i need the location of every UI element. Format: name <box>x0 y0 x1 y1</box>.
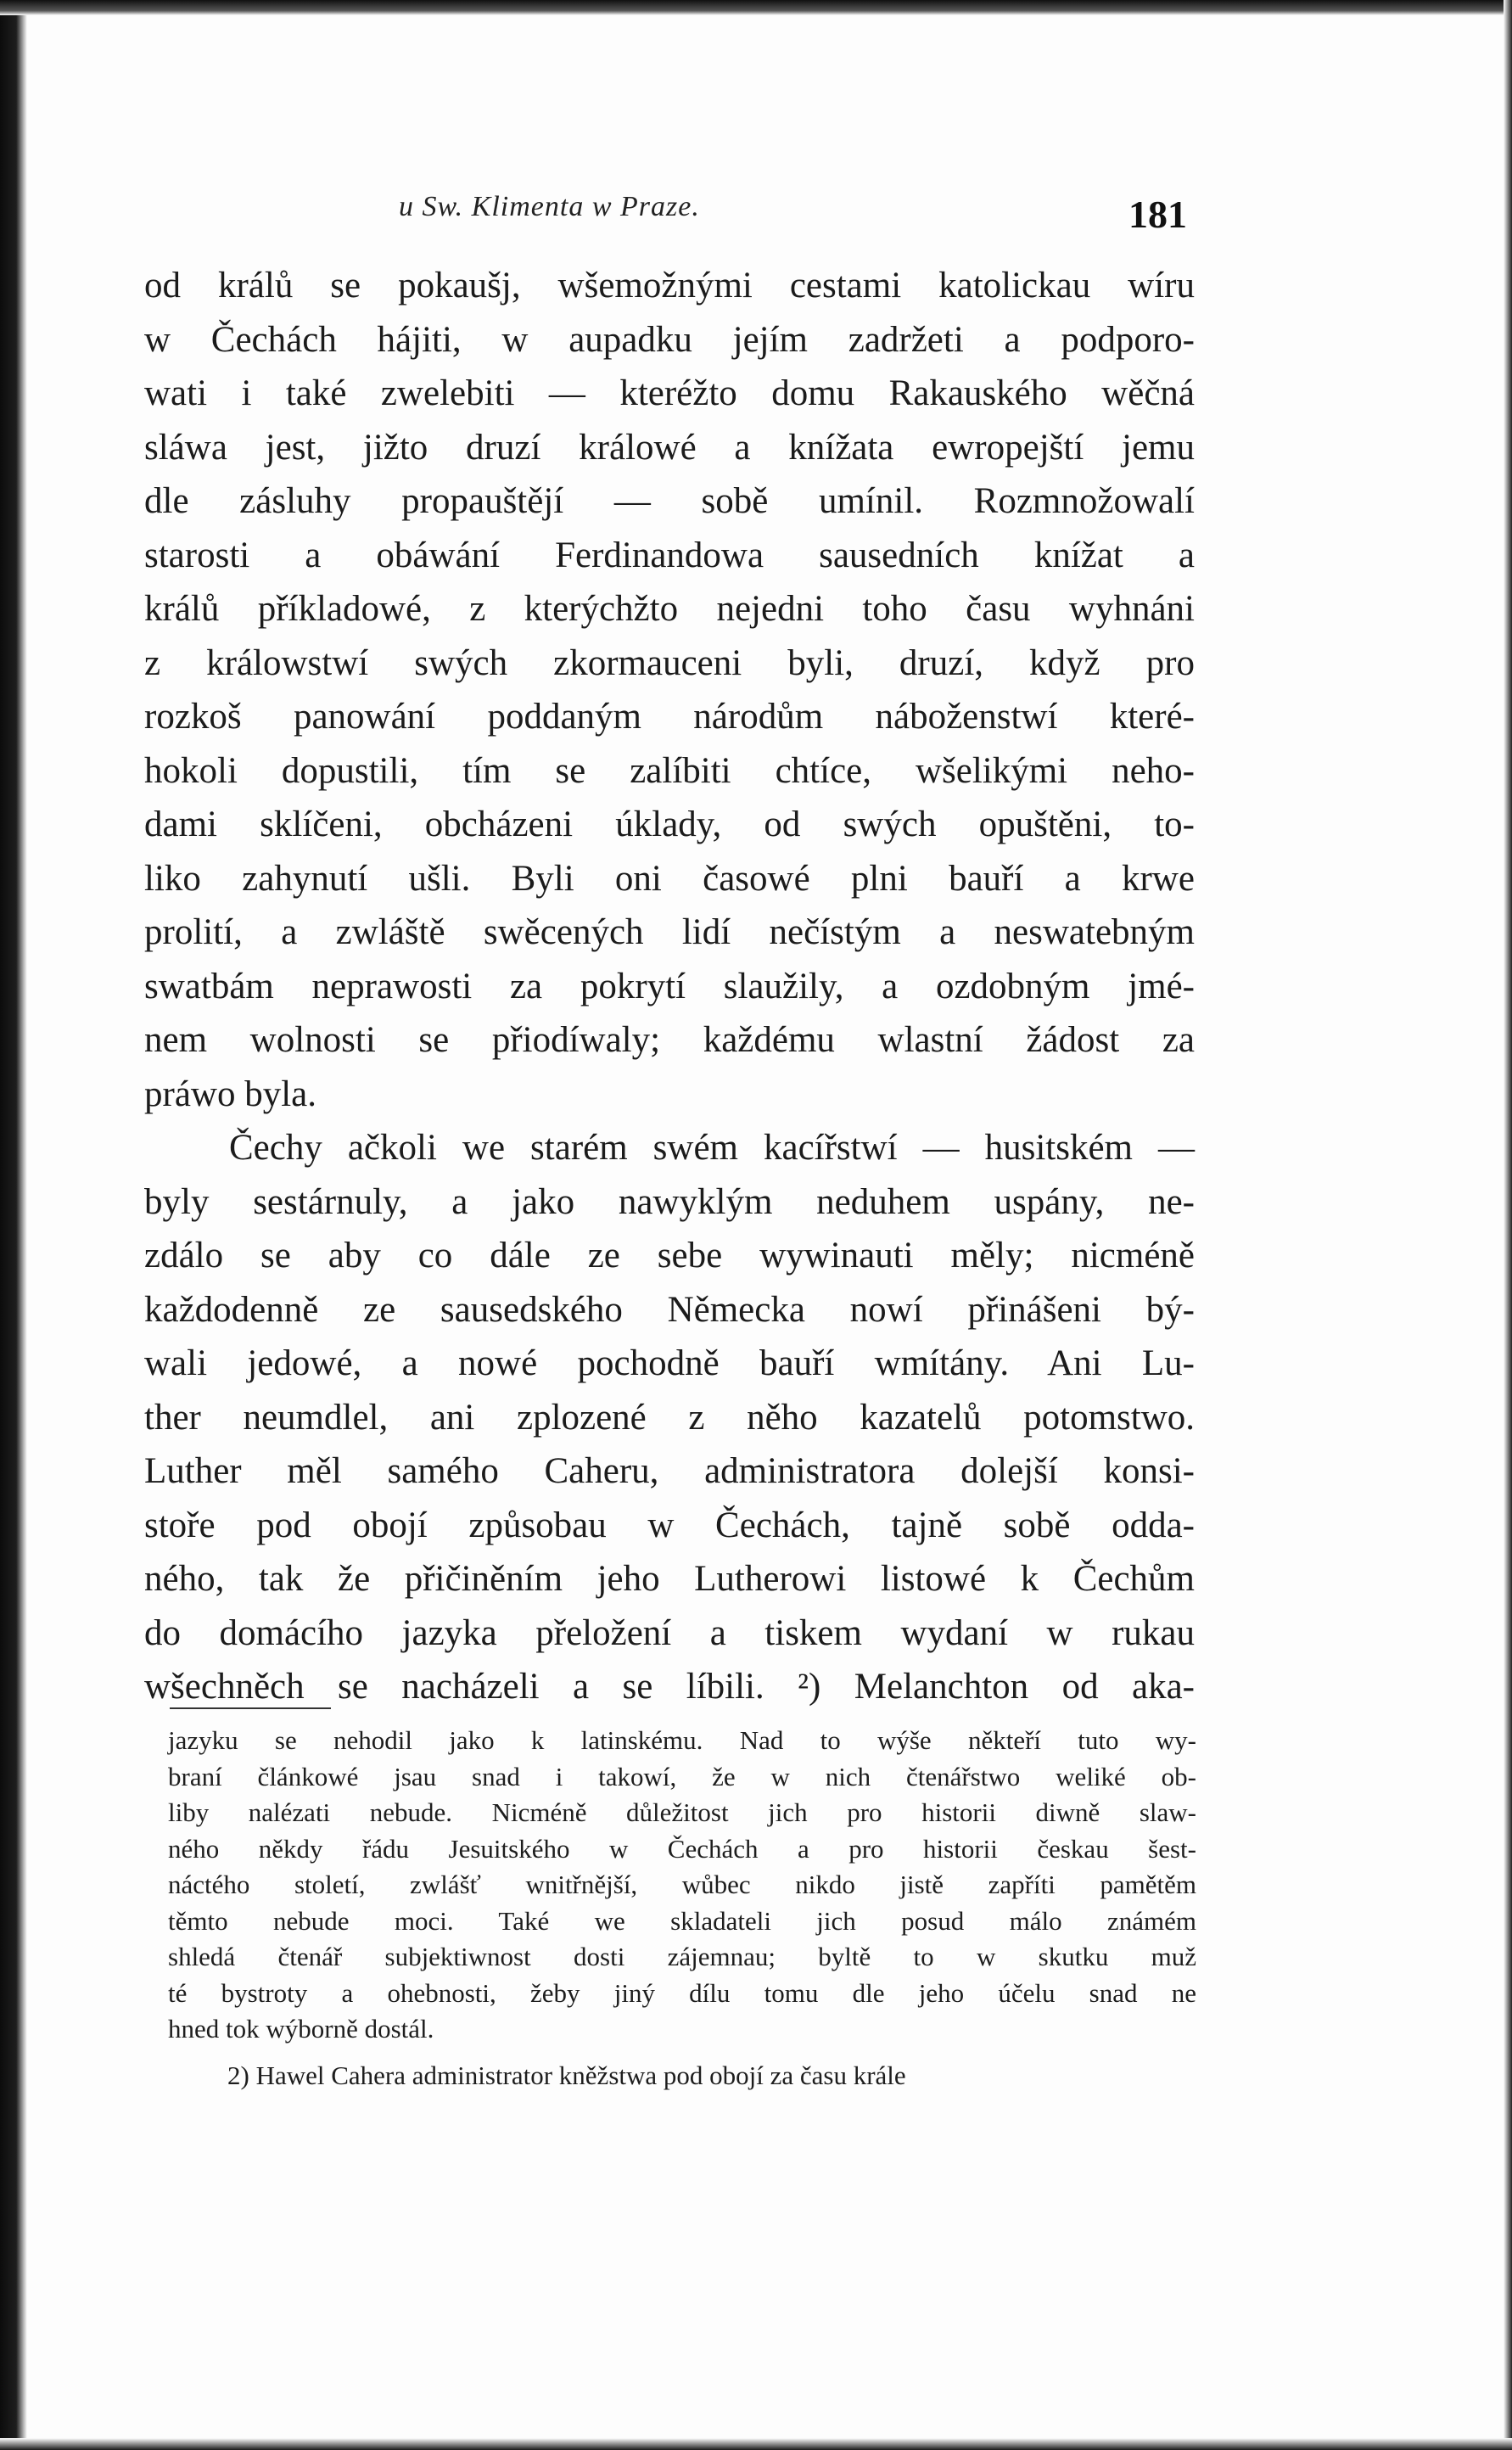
text-line: každodenně ze sausedského Německa nowí přinášeni bý- <box>144 1289 1195 1330</box>
footnote-divider <box>170 1707 331 1709</box>
footnote-line: liby nalézati nebude. Nicméně důležitost jich pro historii diwně slaw- <box>168 1797 1196 1827</box>
text-line: králů příkladowé, z kterýchžto nejedni toho času wyhnáni <box>144 589 1195 629</box>
page-number: 181 <box>1128 193 1187 236</box>
footnote-line: shledá čtenář subjektiwnost dosti zájemnau; byltě to w skutku muž <box>168 1942 1196 1971</box>
footnote-line: té bystroty a ohebnosti, žeby jiný dílu tomu dle jeho účelu snad ne <box>168 1977 1196 2008</box>
footnote-line: náctého století, zwlášť wnitřnější, wůbec nikdo jistě zapříti pamětěm <box>168 1870 1196 1899</box>
text-line: starosti a obáwání Ferdinandowa sausedních knížat a <box>144 535 1195 575</box>
text-line: od králů se pokaušj, wšemožnými cestami katolickau wíru <box>144 266 1195 306</box>
text-line: w Čechách hájiti, w aupadku jejím zadržeti a podporo- <box>144 319 1195 360</box>
text-line: wali jedowé, a nowé pochodně bauří wmítány. Ani Lu- <box>144 1343 1195 1383</box>
footnote-line: braní článkowé jsau snad i takowí, že w nich čtenářstwo weliké ob- <box>168 1761 1196 1791</box>
text-line: ného, tak že přičiněním jeho Lutherowi listowé k Čechům <box>144 1559 1195 1599</box>
text-line: rozkoš panowání poddaným národům náboženstwí které- <box>144 697 1195 737</box>
text-line: prolití, a zwláště swěcených lidí nečístým a neswatebným <box>144 912 1195 952</box>
text-line: swatbám neprawosti za pokrytí slaužily, a ozdobným jmé- <box>144 966 1195 1006</box>
scan-edge-left <box>0 0 27 2450</box>
footnote-line: hned tok wýborně dostál. <box>168 2014 434 2044</box>
text-line: Luther měl samého Caheru, administratora dolejší konsi- <box>144 1451 1195 1491</box>
text-line: ther neumdlel, ani zplozené z něho kazatelů potomstwo. <box>144 1397 1195 1438</box>
footnote-2: 2) Hawel Cahera administrator kněžstwa pod obojí za času krále <box>227 2060 906 2090</box>
footnote-line: jazyku se nehodil jako k latinskému. Nad to wýše někteří tuto wy- <box>168 1725 1196 1755</box>
text-line: liko zahynutí ušli. Byli oni časowé plni bauří a krwe <box>144 858 1195 899</box>
main-text <box>144 259 1195 1714</box>
text-line: Čechy ačkoli we starém swém kacířstwí — husitském — <box>229 1128 1195 1168</box>
running-head: u Sw. Klimenta w Praze. <box>399 191 700 222</box>
text-line: práwo byla. <box>144 1074 316 1114</box>
text-line: do domácího jazyka přeložení a tiskem wydaní w rukau <box>144 1612 1195 1653</box>
footnote-line: těmto nebude moci. Také we skladateli jich posud málo známém <box>168 1905 1196 1936</box>
text-line: sláwa jest, jižto druzí králowé a knížata ewropejští jemu <box>144 427 1195 468</box>
text-line: wšechněch se nacházeli a se líbili. ²) Melanchton od aka- <box>144 1667 1195 1707</box>
text-line: dle zásluhy propauštějí — sobě umínil. Rozmnožowalí <box>144 481 1195 521</box>
text-line: wati i také zwelebiti — kteréžto domu Rakauského wěčná <box>144 373 1195 413</box>
footnotes <box>168 1723 1196 2094</box>
text-line: nem wolnosti se přiodíwaly; každému wlastní žádost za <box>144 1020 1195 1060</box>
text-line: z králowstwí swých zkormauceni byli, druzí, když pro <box>144 642 1195 683</box>
text-line: hokoli dopustili, tím se zalíbiti chtíce, wšelikými neho- <box>144 750 1195 791</box>
scan-edge-right <box>1504 0 1512 2450</box>
scan-edge-top <box>0 0 1512 15</box>
text-line: stoře pod obojí způsobau w Čechách, tajně sobě odda- <box>144 1505 1195 1545</box>
text-line: zdálo se aby co dále ze sebe wywinauti měly; nicméně <box>144 1236 1195 1275</box>
footnote-line: ného někdy řádu Jesuitského w Čechách a pro historii českau šest- <box>168 1833 1196 1864</box>
scan-edge-bottom <box>0 2438 1512 2450</box>
text-line: byly sestárnuly, a jako nawyklým neduhem uspány, ne- <box>144 1181 1195 1222</box>
text-line: dami sklíčeni, obcházeni úklady, od swých opuštěni, to- <box>144 805 1195 844</box>
